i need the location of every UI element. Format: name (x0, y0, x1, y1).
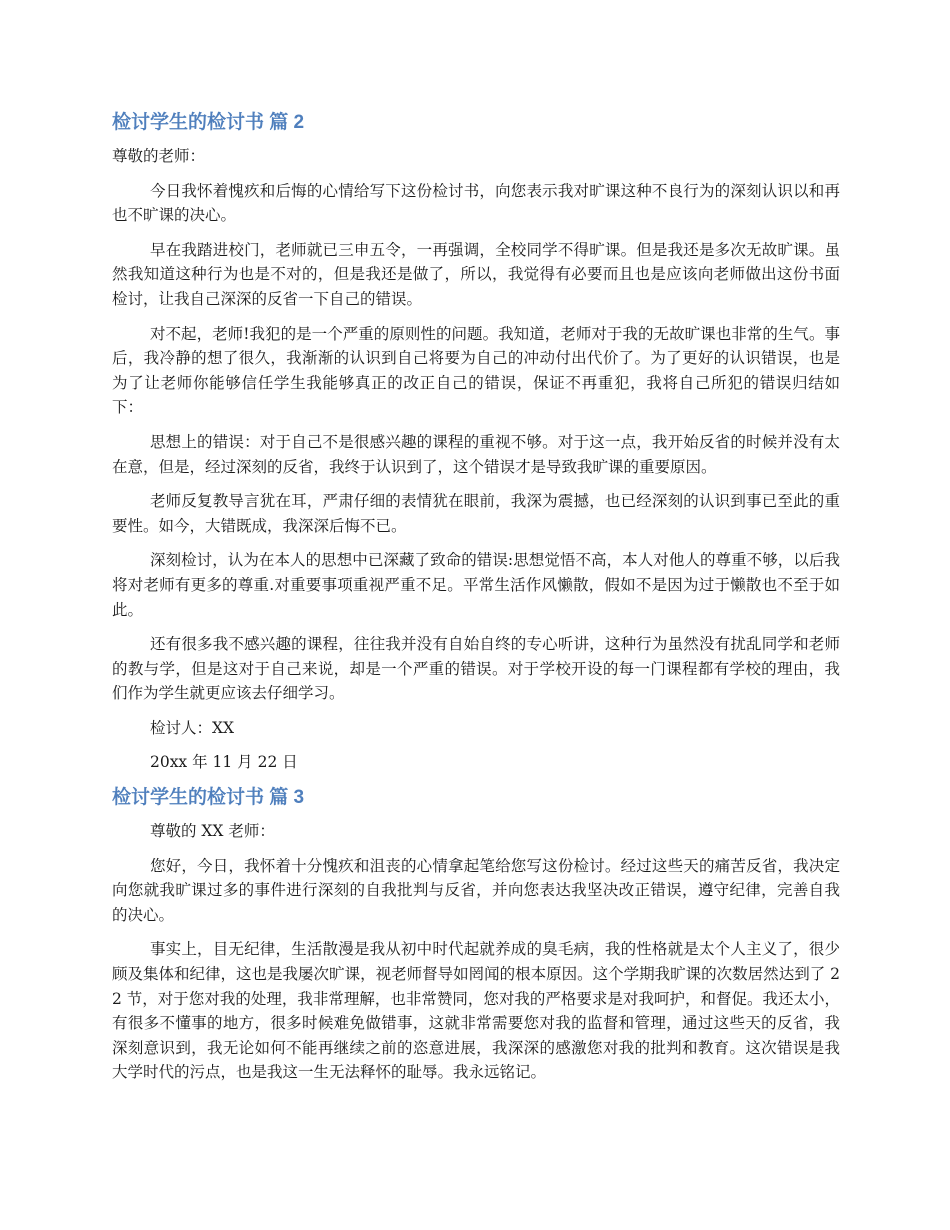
paragraph: 深刻检讨，认为在本人的思想中已深藏了致命的错误:思想觉悟不高，本人对他人的尊重不够，以后我将对老师有更多的尊重.对重要事项重视严重不足。平常生活作风懒散，假如不是因为过于懒散也不至于如此。 (112, 551, 840, 619)
paragraph: 今日我怀着愧疚和后悔的心情给写下这份检讨书，向您表示我对旷课这种不良行为的深刻认识以和再也不旷课的决心。 (112, 181, 840, 225)
paragraph: 对不起，老师!我犯的是一个严重的原则性的问题。我知道，老师对于我的无故旷课也非常的生气。事后，我冷静的想了很久，我渐渐的认识到自己将要为自己的冲动付出代价了。为了更好的认识错误，也是为了让老师你能够信任学生我能够真正的改正自己的错误，保证不再重犯，我将自己所犯的错误归结如下： (112, 324, 840, 417)
salutation: 尊敬的 XX 老师： (149, 822, 275, 841)
paragraph: 您好，今日，我怀着十分愧疚和沮丧的心情拿起笔给您写这份检讨。经过这些天的痛苦反省，我决定向您就我旷课过多的事件进行深刻的自我批判与反省，并向您表达我坚决改正错误，遵守纪律，完善自我的决心。 (112, 856, 840, 924)
paragraph: 早在我踏进校门，老师就已三申五令，一再强调，全校同学不得旷课。但是我还是多次无故旷课。虽然我知道这种行为也是不对的，但是我还是做了，所以，我觉得有必要而且也是应该向老师做出这份书面检讨，让我自己深深的反省一下自己的错误。 (112, 240, 840, 308)
section-title-2: 检讨学生的检讨书 篇 2 (112, 112, 305, 133)
document-page (112, 110, 840, 1095)
paragraph: 老师反复教导言犹在耳，严肃仔细的表情犹在眼前，我深为震撼，也已经深刻的认识到事已至此的重要性。如今，大错既成，我深深后悔不已。 (112, 492, 840, 535)
date-line: 20xx 年 11 月 22 日 (149, 753, 298, 772)
salutation: 尊敬的老师： (112, 147, 206, 165)
section-title-3: 检讨学生的检讨书 篇 3 (112, 787, 305, 809)
paragraph: 事实上，目无纪律，生活散漫是我从初中时代起就养成的臭毛病，我的性格就是太个人主义了，很少顾及集体和纪律，这也是我屡次旷课，视老师督导如罔闻的根本原因。这个学期我旷课的次数居然达到了 22 节，对于您对我的处理，我非常理解，也非常赞同，您对我的严格要求是对我呵护，和督促。我还太小，有很多不懂事的地方，很多时候难免做错事，这就非常需要您对我的监督和管理，通过这些天的反省，我深刻意识到，我无论如何不能再继续之前的恣意进展，我深深的感激您对我的批判和教育。这次错误是我大学时代的污点，也是我这一生无法释怀的耻辱。我永远铭记。 (112, 940, 840, 1082)
paragraph: 思想上的错误：对于自己不是很感兴趣的课程的重视不够。对于这一点，我开始反省的时候并没有太在意，但是，经过深刻的反省，我终于认识到了，这个错误才是导致我旷课的重要原因。 (112, 432, 840, 476)
paragraph: 还有很多我不感兴趣的课程，往往我并没有自始自终的专心听讲，这种行为虽然没有扰乱同学和老师的教与学，但是这对于自己来说，却是一个严重的错误。对于学校开设的每一门课程都有学校的理由，我们作为学生就更应该去仔细学习。 (112, 635, 840, 703)
signer-line: 检讨人：XX (149, 718, 235, 737)
